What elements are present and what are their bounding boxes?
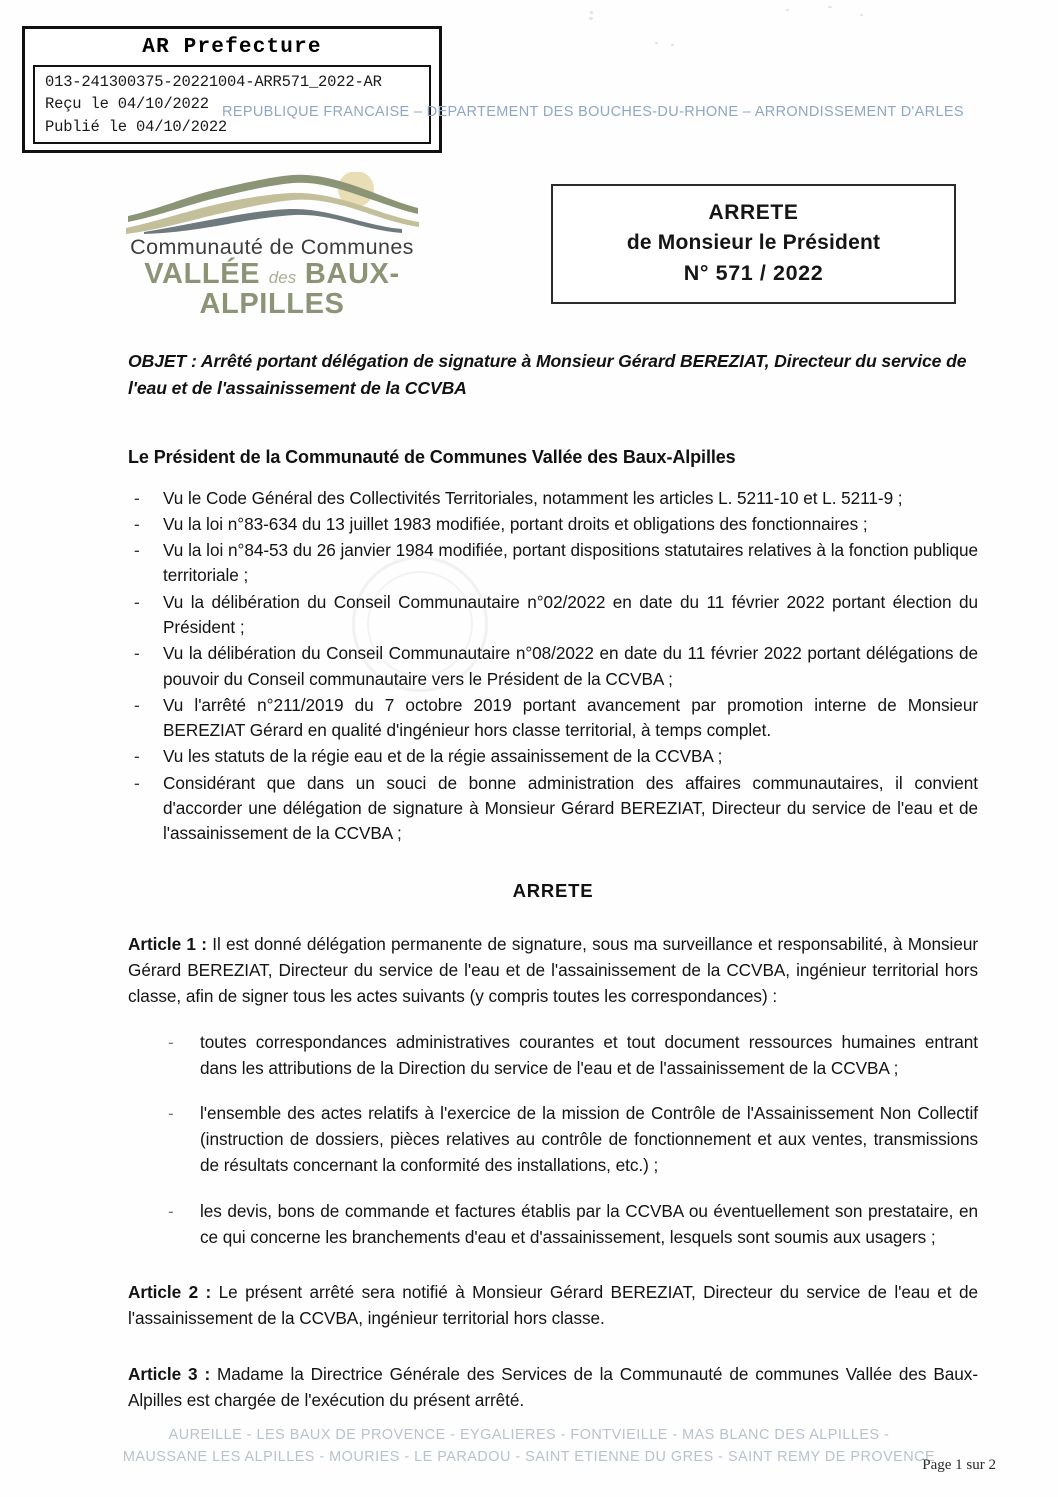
ccvba-logo <box>122 172 422 320</box>
logo-hills-icon <box>122 172 422 234</box>
footer-communes-line-1: AUREILLE - LES BAUX DE PROVENCE - EYGALIERES - FONTVIEILLE - MAS BLANC DES ALPILLES - <box>168 1427 890 1443</box>
arrete-heading: ARRETE <box>512 880 594 902</box>
title-number: N° 571 / 2022 <box>683 260 824 285</box>
list-item: - l'ensemble des actes relatifs à l'exercice de la mission de Contrôle de l'Assainissement Non Collectif (instruction de dossiers, pièces relatives au contrôle de fonctionnement et aux ventes, transmissions de résultats concernant la conformité des installations, etc.) ; <box>128 1101 978 1178</box>
list-item: - les devis, bons de commande et factures établis par la CCVBA ou éventuellement son prestataire, en ce qui concerne les branchements d'eau et d'assainissement, lesquels sont soumis aux usagers ; <box>128 1199 978 1251</box>
article-3-label: Article 3 : <box>128 1364 211 1385</box>
ar-stamp-id: 013-241300375-20221004-ARR571_2022-AR <box>45 73 382 91</box>
footer-communes-line-2: MAUSSANE LES ALPILLES - MOURIES - LE PARADOU - SAINT ETIENNE DU GRES - SAINT REMY DE PROVENCE <box>122 1449 936 1466</box>
list-item: - Vu le Code Général des Collectivités Territoriales, notamment les articles L. 5211-10 et L. 5211-9 ; <box>128 486 978 511</box>
document-body <box>128 348 978 1414</box>
arrete-title-box <box>551 184 956 304</box>
article-1 <box>128 932 978 1009</box>
list-item: - Vu les statuts de la régie eau et de la régie assainissement de la CCVBA ; <box>128 744 978 769</box>
list-item: - Vu l'arrêté n°211/2019 du 7 octobre 2019 portant avancement par promotion interne de Monsieur BEREZIAT Gérard en qualité d'ingénieur hors classe territorial, à temps complet. <box>128 693 978 744</box>
list-item: - Vu la loi n°83-634 du 13 juillet 1983 modifiée, portant droits et obligations des fonctionnaires ; <box>128 512 978 537</box>
scan-speckle <box>786 9 789 11</box>
ar-stamp-title: AR Prefecture <box>142 36 322 59</box>
scan-speckle <box>828 6 832 8</box>
logo-text-top: Communauté de Communes <box>130 235 414 259</box>
list-item: - toutes correspondances administratives courantes et tout document ressources humaines entrant dans les attributions de la Direction du service de l'eau et de l'assainissement de la CCVBA ; <box>128 1030 978 1082</box>
list-item: - Vu la loi n°84-53 du 26 janvier 1984 modifiée, portant dispositions statutaires relatives à la fonction publique territoriale ; <box>128 538 978 589</box>
page-number: Page 1 sur 2 <box>922 1457 996 1473</box>
article-2-label: Article 2 : <box>128 1282 212 1303</box>
article-1-sub-list <box>128 1030 978 1251</box>
ar-stamp-publie: Publié le 04/10/2022 <box>45 117 228 136</box>
article-2-text: Le présent arrêté sera notifié à Monsieur Gérard BEREZIAT, Directeur du service de l'eau et de l'assainissement de la CCVBA, ingénieur territorial hors classe. <box>128 1282 978 1329</box>
title-president: de Monsieur le Président <box>626 230 881 254</box>
logo-baux-alpilles: BAUX-ALPILLES <box>199 258 400 321</box>
scan-speckle <box>590 11 593 14</box>
ar-prefecture-stamp <box>22 26 442 153</box>
vu-list <box>128 486 978 847</box>
page-footer <box>0 1424 1058 1469</box>
objet-paragraph: OBJET : Arrêté portant délégation de signature à Monsieur Gérard BEREZIAT, Directeur du service de l'eau et de l'assainissement de la CCVBA <box>128 351 967 399</box>
scan-speckle <box>589 17 593 20</box>
scan-speckle <box>655 42 658 44</box>
article-3-text: Madame la Directrice Générale des Services de la Communauté de communes Vallée des Baux-Alpilles est chargée de l'exécution du présent arrêté. <box>128 1364 978 1410</box>
ar-stamp-recu: Reçu le 04/10/2022 <box>45 95 209 114</box>
article-1-text: Il est donné délégation permanente de signature, sous ma surveillance et responsabilité, à Monsieur Gérard BEREZIAT, Directeur du service de l'eau et de l'assainissement de la CCVBA, ingénieur territorial hors classe, afin de signer tous les actes suivants (y compris toutes les correspondances) : <box>128 934 979 1007</box>
list-item: - Considérant que dans un souci de bonne administration des affaires communautaires, il convient d'accorder une délégation de signature à Monsieur Gérard BEREZIAT, Directeur du service de l'eau et de l'assainissement de la CCVBA ; <box>128 771 978 847</box>
logo-vallee: VALLÉE <box>144 258 261 290</box>
article-1-label: Article 1 : <box>128 934 207 955</box>
republic-header-line: REPUBLIQUE FRANCAISE – DEPARTEMENT DES BOUCHES-DU-RHONE – ARRONDISSEMENT D'ARLES <box>222 104 964 120</box>
scan-speckle <box>860 14 863 16</box>
article-2 <box>128 1280 978 1332</box>
list-item: - Vu la délibération du Conseil Communautaire n°08/2022 en date du 11 février 2022 portant délégations de pouvoir du Conseil communautaire vers le Président de la CCVBA ; <box>128 641 978 692</box>
president-heading: Le Président de la Communauté de Communes Vallée des Baux-Alpilles <box>128 446 736 467</box>
title-arrete: ARRETE <box>708 201 799 224</box>
article-3 <box>128 1362 978 1414</box>
logo-text-bottom <box>122 259 422 320</box>
list-item: - Vu la délibération du Conseil Communautaire n°02/2022 en date du 11 février 2022 portant élection du Président ; <box>128 590 978 641</box>
scan-speckle <box>671 44 674 46</box>
logo-des: des <box>268 268 297 287</box>
